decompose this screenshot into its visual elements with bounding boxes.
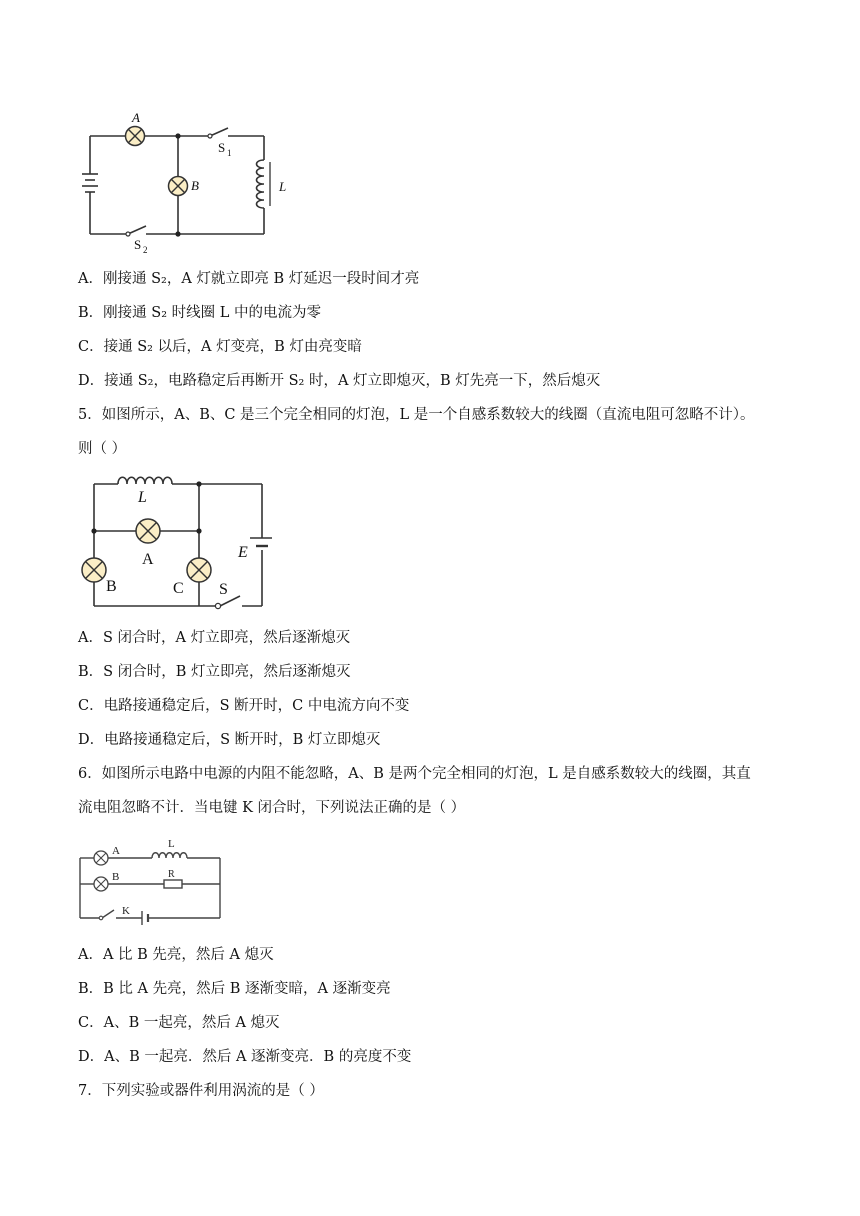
q5-battery-icon <box>250 538 272 546</box>
q6-label-r: R <box>168 869 175 880</box>
q5-label-c: C <box>173 580 184 597</box>
q6-stem-line1: 6．如图所示电路中电源的内阻不能忽略，A、B 是两个完全相同的灯泡，L 是自感系数较大的线圈，其直 <box>78 766 751 782</box>
q4-label-b: B <box>191 178 199 193</box>
q5-circuit-figure <box>78 470 272 612</box>
q5-option-d: D．电路接通稳定后，S 断开时，B 灯立即熄灭 <box>78 732 381 748</box>
q6-option-a: A．A 比 B 先亮，然后 A 熄灭 <box>78 947 274 963</box>
q6-lamp-a-icon <box>94 851 108 865</box>
q5-option-b: B．S 闭合时，B 灯立即亮，然后逐渐熄灭 <box>78 664 351 680</box>
q5-stem-line2: 则（ ） <box>78 441 127 457</box>
q5-stem-line1: 5．如图所示，A、B、C 是三个完全相同的灯泡，L 是一个自感系数较大的线圈（直流电阻可忽略不计）。 <box>78 407 755 423</box>
q4-option-c: C．接通 S₂ 以后，A 灯变亮，B 灯由亮变暗 <box>78 339 362 355</box>
q6-label-a: A <box>112 845 120 857</box>
q4-circuit-figure <box>82 108 292 256</box>
q6-option-b: B．B 比 A 先亮，然后 B 逐渐变暗，A 逐渐变亮 <box>78 981 391 997</box>
q4-label-s2-sub: 2 <box>143 245 148 255</box>
q5-option-a: A．S 闭合时，A 灯立即亮，然后逐渐熄灭 <box>78 630 351 646</box>
q6-battery-icon <box>142 911 148 925</box>
q4-label-a: A <box>132 110 140 125</box>
q4-lamp-b-icon <box>169 177 188 196</box>
q4-option-d: D．接通 S₂，电路稳定后再断开 S₂ 时，A 灯立即熄灭，B 灯先亮一下，然后熄灭 <box>78 373 601 389</box>
q4-label-l: L <box>279 179 287 194</box>
q4-label-s1: S <box>218 140 226 155</box>
q7-stem: 7．下列实验或器件利用涡流的是（ ） <box>78 1083 324 1099</box>
q6-label-l: L <box>168 838 175 850</box>
q4-battery-icon <box>82 174 98 198</box>
q5-label-b: B <box>106 578 117 595</box>
q4-label-s2: S <box>134 237 142 252</box>
q5-label-a: A <box>142 551 154 568</box>
q5-lamp-b-icon <box>82 558 106 582</box>
q6-lamp-b-icon <box>94 877 108 891</box>
q6-label-b: B <box>112 871 120 883</box>
q5-label-l: L <box>138 489 147 506</box>
q5-option-c: C．电路接通稳定后，S 断开时，C 中电流方向不变 <box>78 698 410 714</box>
q6-option-c: C．A、B 一起亮，然后 A 熄灭 <box>78 1015 280 1031</box>
q5-lamp-c-icon <box>187 558 211 582</box>
q5-label-e: E <box>238 544 248 561</box>
q4-lamp-a-icon <box>126 127 145 146</box>
q5-label-s: S <box>219 581 228 598</box>
q4-label-s1-sub: 1 <box>227 148 232 158</box>
q5-lamp-a-icon <box>136 519 160 543</box>
q6-stem-line2: 流电阻忽略不计．当电键 K 闭合时，下列说法正确的是（ ） <box>78 800 466 816</box>
q6-option-d: D．A、B 一起亮．然后 A 逐渐变亮．B 的亮度不变 <box>78 1049 412 1065</box>
q4-option-a: A．刚接通 S₂，A 灯就立即亮 B 灯延迟一段时间才亮 <box>78 271 420 287</box>
q6-circuit-figure <box>74 834 230 926</box>
q6-label-k: K <box>122 905 130 917</box>
q4-option-b: B．刚接通 S₂ 时线圈 L 中的电流为零 <box>78 305 321 321</box>
